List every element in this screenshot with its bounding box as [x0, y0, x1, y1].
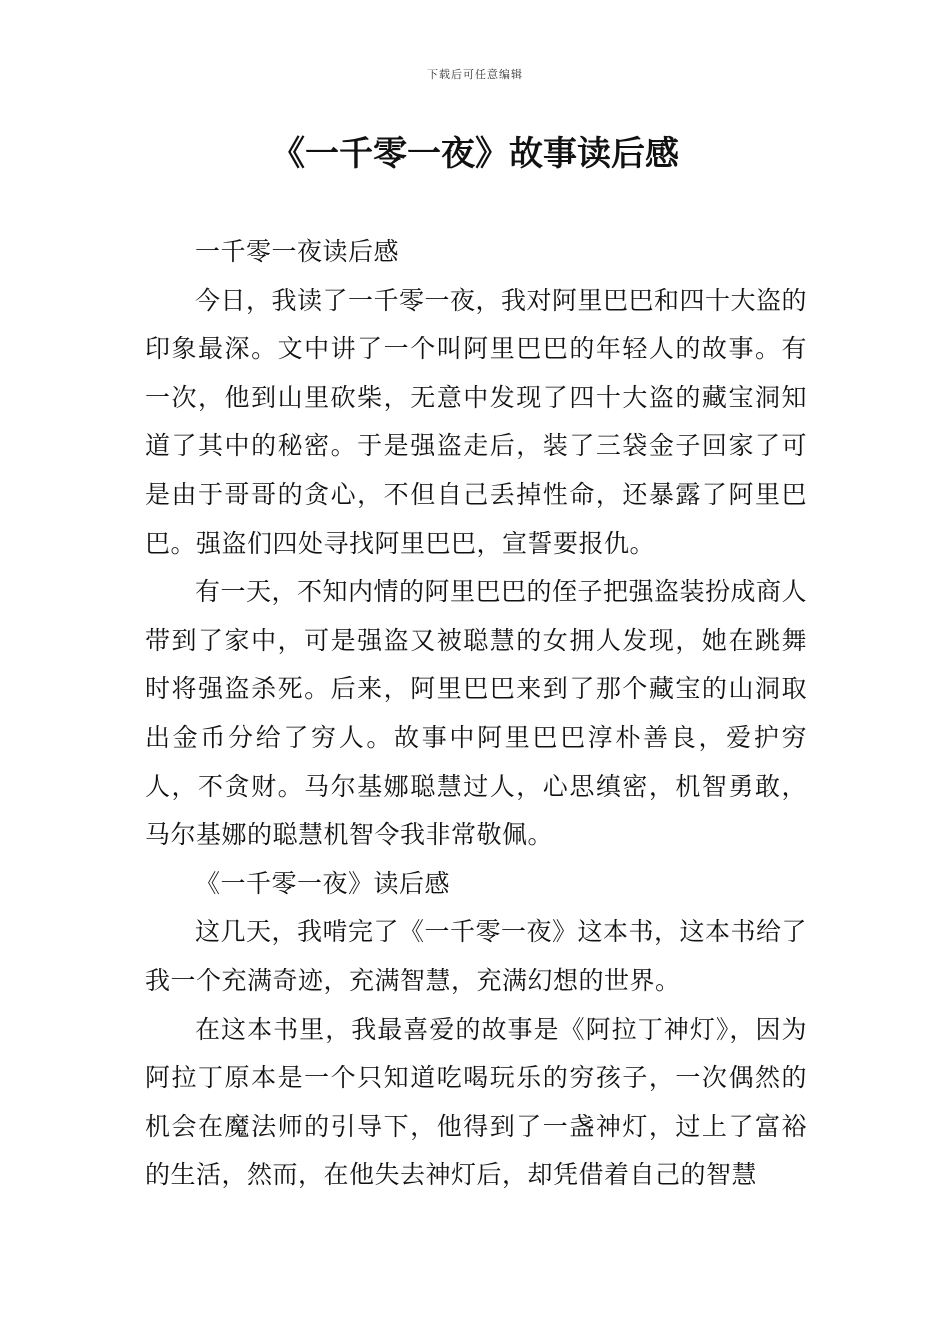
- paragraph: 这几天，我啃完了《一千零一夜》这本书，这本书给了我一个充满奇迹，充满智慧，充满幻想的世界。: [145, 917, 808, 995]
- header-note: 下载后可任意编辑: [427, 68, 523, 81]
- document-body: [145, 228, 807, 1200]
- paragraph: 在这本书里，我最喜爱的故事是《阿拉丁神灯》，因为阿拉丁原本是一个只知道吃喝玩乐的穷孩子，一次偶然的机会在魔法师的引导下，他得到了一盏神灯，过上了富裕的生活，然而，在他失去神灯后，却凭借着自己的智慧: [145, 1014, 807, 1190]
- paragraph-subtitle-1: 一千零一夜读后感: [195, 237, 400, 266]
- paragraph: 今日，我读了一千零一夜，我对阿里巴巴和四十大盗的印象最深。文中讲了一个叫阿里巴巴的年轻人的故事。有一次，他到山里砍柴，无意中发现了四十大盗的藏宝洞知道了其中的秘密。于是强盗走后，装了三袋金子回家了可是由于哥哥的贪心，不但自己丢掉性命，还暴露了阿里巴巴。强盗们四处寻找阿里巴巴，宣誓要报仇。: [145, 285, 808, 558]
- paragraph: 有一天，不知内情的阿里巴巴的侄子把强盗装扮成商人带到了家中，可是强盗又被聪慧的女拥人发现，她在跳舞时将强盗杀死。后来，阿里巴巴来到了那个藏宝的山洞取出金币分给了穷人。故事中阿里巴巴淳朴善良，爱护穷人，不贪财。马尔基娜聪慧过人，心思缜密，机智勇敢，马尔基娜的聪慧机智令我非常敬佩。: [145, 577, 808, 850]
- paragraph-subtitle-2: 《一千零一夜》读后感: [195, 868, 451, 898]
- document-title: 《一千零一夜》故事读后感: [271, 134, 679, 174]
